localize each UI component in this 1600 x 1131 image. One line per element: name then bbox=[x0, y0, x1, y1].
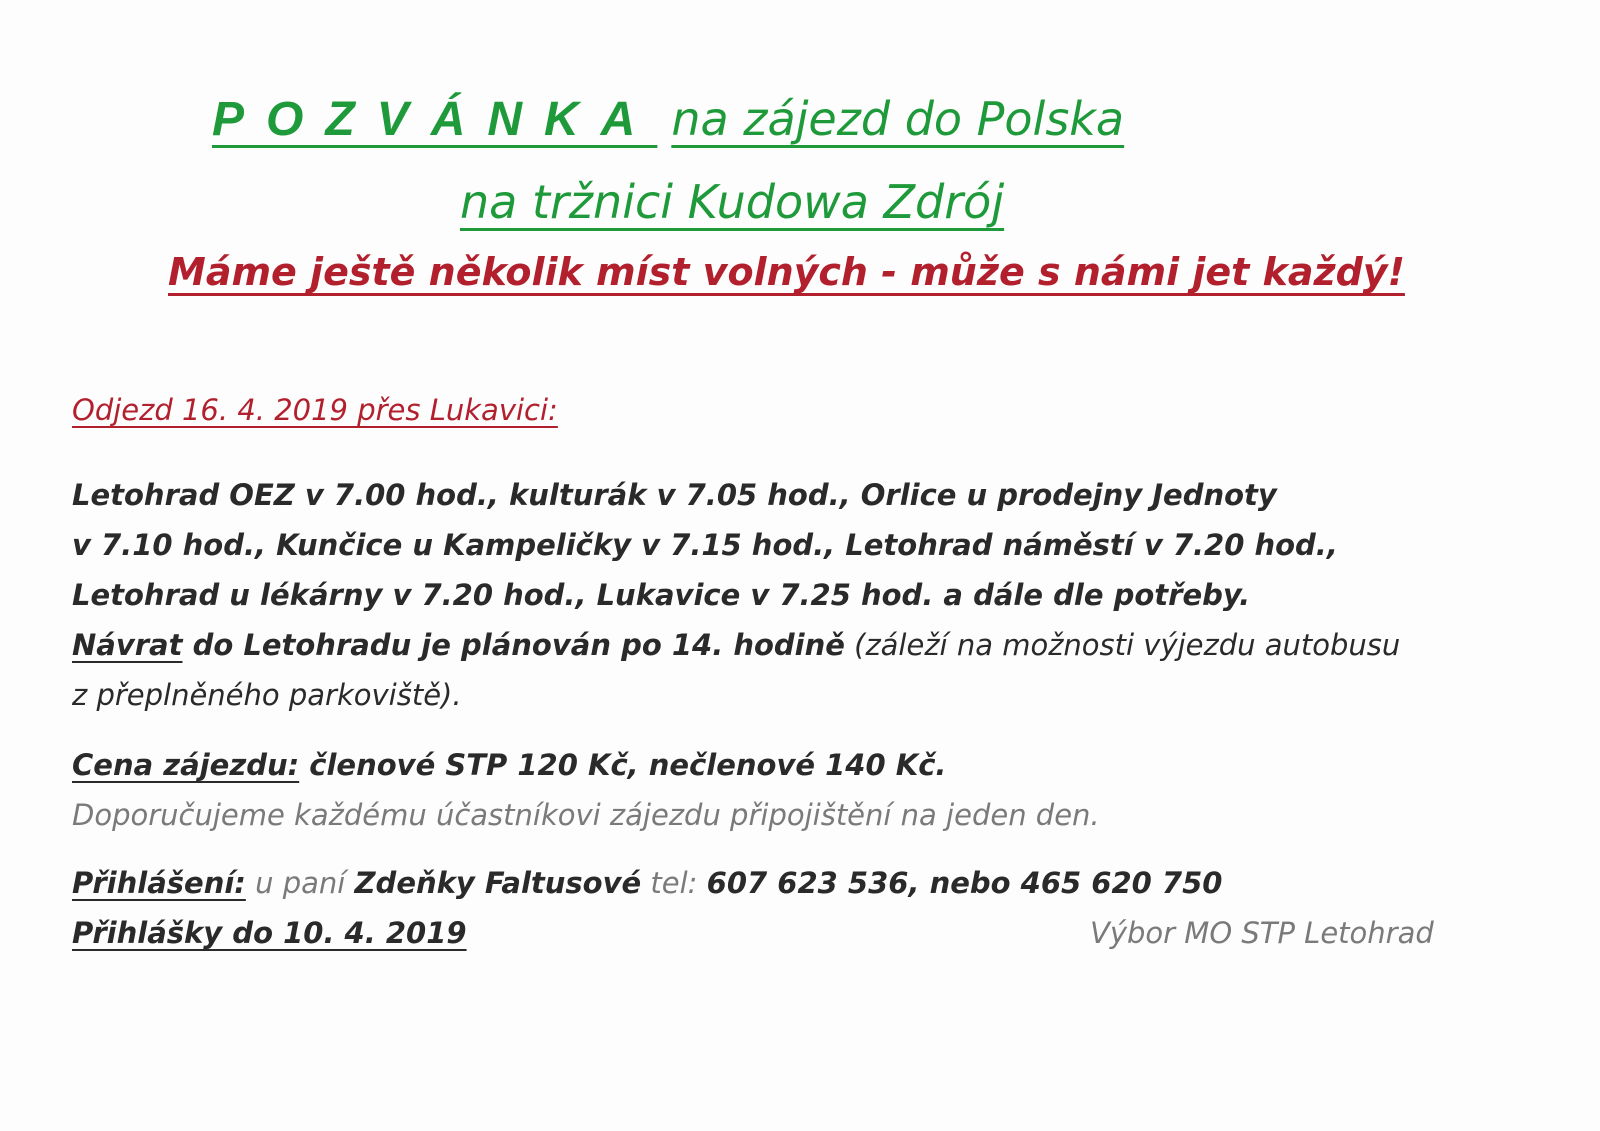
insurance-note: Doporučujeme každému účastníkovi zájezdu připojištění na jeden den. bbox=[72, 798, 1100, 832]
signature: Výbor MO STP Letohrad bbox=[1090, 916, 1434, 950]
return-note-continued: z přeplněného parkoviště). bbox=[72, 678, 462, 712]
return-line bbox=[72, 628, 1400, 662]
title-invitation-word: POZVÁNKA bbox=[212, 93, 658, 146]
return-label: Návrat bbox=[72, 628, 183, 662]
signup-deadline: Přihlášky do 10. 4. 2019 bbox=[72, 916, 467, 950]
free-seats-tagline: Máme ještě několik míst volných - může s námi jet každý! bbox=[168, 250, 1405, 294]
departure-line-1: Letohrad OEZ v 7.00 hod., kulturák v 7.05 hod., Orlice u prodejny Jednoty bbox=[72, 478, 1277, 512]
signup-label: Přihlášení: bbox=[72, 866, 246, 900]
title-trip-text: na zájezd do Polska bbox=[671, 92, 1125, 146]
departure-heading: Odjezd 16. 4. 2019 přes Lukavici: bbox=[72, 393, 558, 427]
contact-name: Zdeňky Faltusové bbox=[354, 866, 642, 900]
signup-text-2: tel: bbox=[641, 866, 707, 900]
page-subtitle: na tržnici Kudowa Zdrój bbox=[460, 175, 1005, 229]
signup-line bbox=[72, 866, 1222, 900]
departure-line-2: v 7.10 hod., Kunčice u Kampeličky v 7.15 hod., Letohrad náměstí v 7.20 hod., bbox=[72, 528, 1338, 562]
contact-phones: 607 623 536, nebo 465 620 750 bbox=[706, 866, 1223, 900]
signup-text-1: u paní bbox=[245, 866, 355, 900]
page-title bbox=[212, 92, 1124, 147]
departure-line-3: Letohrad u lékárny v 7.20 hod., Lukavice v 7.25 hod. a dále dle potřeby. bbox=[72, 578, 1251, 612]
price-value: členové STP 120 Kč, nečlenové 140 Kč. bbox=[299, 748, 947, 782]
price-line bbox=[72, 748, 946, 782]
return-text: do Letohradu je plánován po 14. hodině bbox=[182, 628, 845, 662]
price-label: Cena zájezdu: bbox=[72, 748, 300, 782]
return-note: (záleží na možnosti výjezdu autobusu bbox=[844, 628, 1401, 662]
